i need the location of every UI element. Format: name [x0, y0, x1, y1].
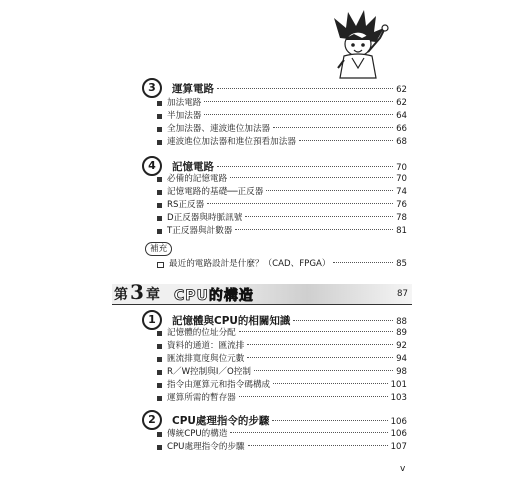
bullet-icon: [157, 344, 162, 349]
section-title: CPU處理指令的步驟: [172, 415, 270, 427]
section-heading: [172, 313, 407, 327]
section-number-badge: 2: [142, 410, 162, 430]
bullet-icon: [157, 216, 162, 221]
chapter-header: [112, 280, 412, 306]
toc-item: 加法電路 62: [157, 97, 407, 110]
toc-item: CPU處理指令的步驟 107: [157, 441, 407, 454]
chapter-page-number: 87: [397, 289, 408, 299]
section-title: 記憶電路: [172, 161, 214, 173]
toc-item: 全加法器、連波進位加法器 66: [157, 123, 407, 136]
section-heading: [172, 159, 407, 173]
bullet-icon: [157, 114, 162, 119]
toc-item: 記憶電路的基礎──正反器 74: [157, 186, 407, 199]
toc-item: 最近的電路設計是什麼？（CAD、FPGA） 85: [157, 258, 407, 271]
toc-item: 匯流排寬度與位元數 94: [157, 353, 407, 366]
bullet-icon: [157, 396, 162, 401]
bullet-icon: [157, 177, 162, 182]
bullet-icon: [157, 357, 162, 362]
bullet-icon: [157, 331, 162, 336]
bullet-icon: [157, 101, 162, 106]
section-title: 記憶體與CPU的相關知識: [172, 315, 291, 327]
bullet-icon: [157, 445, 162, 450]
toc-item: D正反器與時脈訊號 78: [157, 212, 407, 225]
toc-item: RS正反器 76: [157, 199, 407, 212]
bullet-icon: [157, 383, 162, 388]
page-number: 88: [396, 317, 407, 327]
chapter-prefix: 第: [114, 287, 128, 303]
bullet-icon: [157, 432, 162, 437]
leader-dots: [217, 88, 393, 89]
leader-dots: [272, 420, 387, 421]
page-number: 106: [390, 417, 407, 427]
toc-item: 運算所需的暫存器 103: [157, 392, 407, 405]
leader-dots: [293, 320, 393, 321]
chapter-title: CPU的構造: [174, 288, 254, 304]
chapter-number: 3: [130, 280, 144, 304]
supplement-label: 補充: [145, 242, 172, 256]
toc-item: T正反器與計數器 81: [157, 225, 407, 238]
bullet-icon: [157, 370, 162, 375]
section-heading: [172, 81, 407, 95]
section-number-badge: 1: [142, 310, 162, 330]
bullet-icon: [157, 127, 162, 132]
toc-item: R／W控制與I／O控制 98: [157, 366, 407, 379]
leader-dots: [217, 166, 393, 167]
toc-item: 傳統CPU的構造 106: [157, 428, 407, 441]
section-heading: [172, 413, 407, 427]
page-number: 70: [396, 163, 407, 173]
toc-item: 資料的通道：匯流排 92: [157, 340, 407, 353]
toc-item: 記憶體的位址分配 89: [157, 327, 407, 340]
bullet-icon: [157, 140, 162, 145]
section-number-badge: 4: [142, 156, 162, 176]
toc-item: 必備的記憶電路 70: [157, 173, 407, 186]
character-illustration: [318, 8, 398, 80]
folio-page-number: v: [400, 464, 406, 474]
toc-item: 指令由運算元和指令碼構成 101: [157, 379, 407, 392]
chapter-suffix: 章: [146, 287, 160, 303]
section-number-badge: 3: [142, 78, 162, 98]
bullet-icon: [157, 229, 162, 234]
bullet-icon: [157, 262, 164, 268]
bullet-icon: [157, 203, 162, 208]
toc-item: 半加法器 64: [157, 110, 407, 123]
page-number: 62: [396, 85, 407, 95]
bullet-icon: [157, 190, 162, 195]
section-title: 運算電路: [172, 83, 214, 95]
toc-item: 連波進位加法器和進位預看加法器 68: [157, 136, 407, 149]
